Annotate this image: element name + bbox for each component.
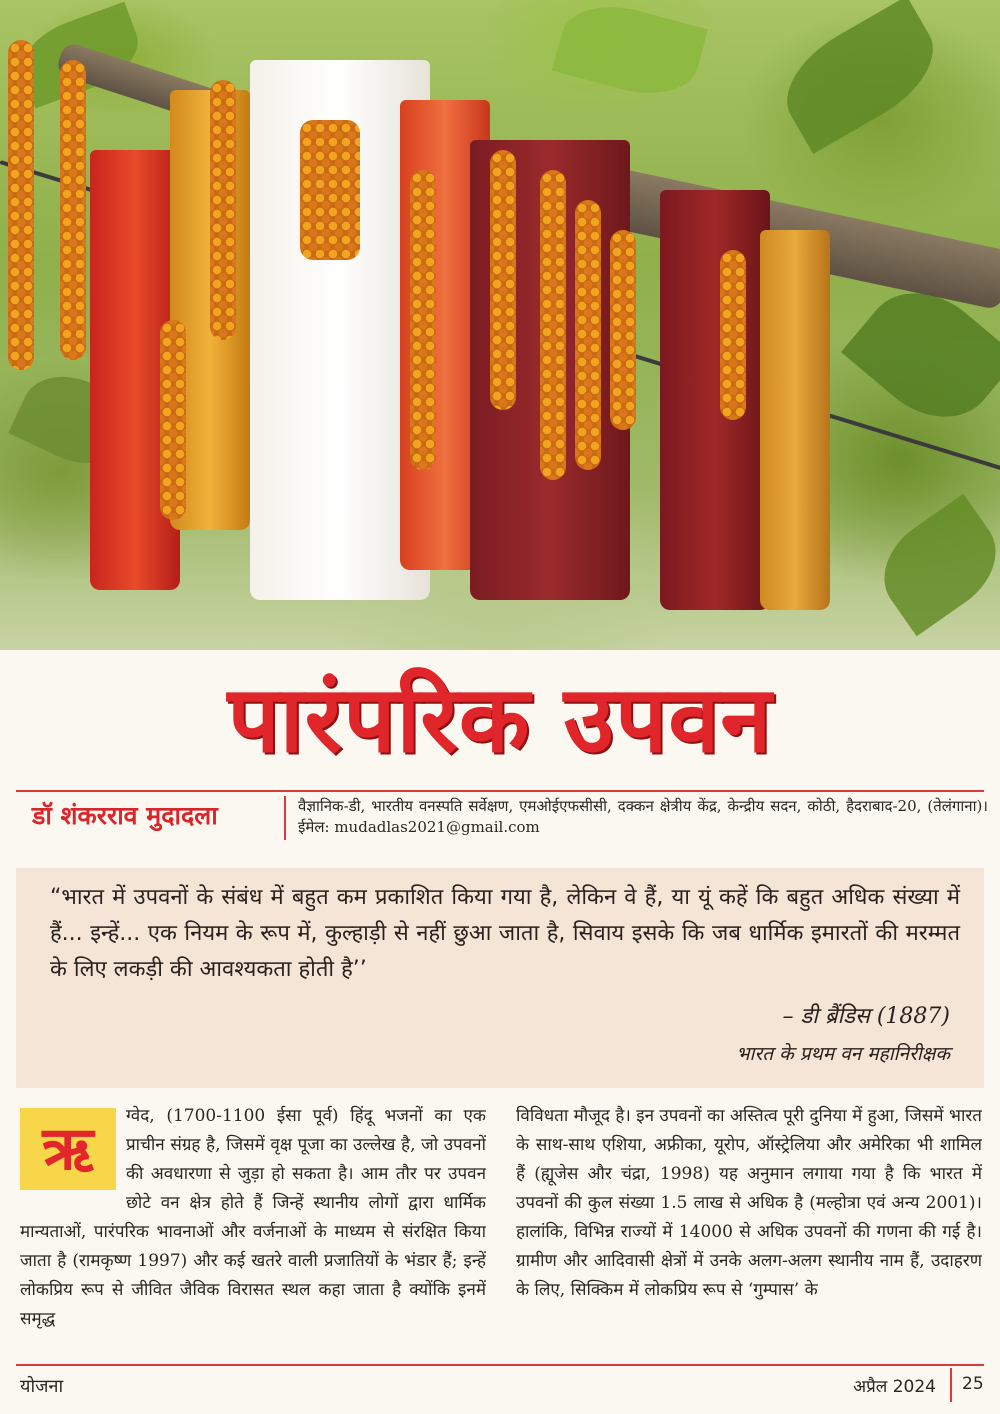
body-column-left <box>20 1102 486 1342</box>
issue-date: अप्रैल 2024 <box>853 1377 936 1397</box>
footer-rule <box>16 1364 984 1366</box>
title-block <box>0 660 1000 780</box>
footer-divider <box>950 1368 952 1402</box>
drop-cap: ऋ <box>20 1108 116 1190</box>
quote-text: “भारत में उपवनों के संबंध में बहुत कम प्रकाशित किया गया है, लेकिन वे हैं, या यूं कहें कि बहुत अधिक संख्या में हैं... इन्हें... एक नियम के रूप में, कुल्हाड़ी से नहीं छुआ जाता है, सिवाय इसके कि जब धार्मिक इमारतों की मरम्मत के लिए लकड़ी की आवश्यकता होती है’’ <box>50 885 960 982</box>
quote-author: – डी ब्रैंडिस (1887) <box>782 1004 950 1029</box>
byline <box>16 796 988 844</box>
body-column-right <box>516 1102 982 1342</box>
quote-author-role: भारत के प्रथम वन महानिरीक्षक <box>736 1043 950 1065</box>
byline-divider <box>284 796 286 840</box>
page-title: पारंपरिक उपवन <box>227 666 773 773</box>
author-affiliation: वैज्ञानिक-डी, भारतीय वनस्पति सर्वेक्षण, एमओईएफसीसी, दक्कन क्षेत्रीय केंद्र, केन्द्रीय सदन, कोठी, हैदराबाद-20, (तेलंगाना)। ईमेल: mudadlas2021@gmail.com <box>298 797 988 836</box>
pull-quote <box>16 868 984 1088</box>
hero-photo <box>0 0 1000 650</box>
author-name: डॉ शंकरराव मुदादला <box>32 801 218 830</box>
body-text-left: ग्वेद, (1700-1100 ईसा पूर्व) हिंदू भजनों का एक प्राचीन संग्रह है, जिसमें वृक्ष पूजा का उल्लेख है, जो उपवनों की अवधारणा से जुड़ा हो सकता है। आम तौर पर उपवन छोटे वन क्षेत्र होते हैं जिन्हें स्थानीय लोगों द्वारा धार्मिक मान्यताओं, पारंपरिक भावनाओं और वर्जनाओं के माध्यम से संरक्षित किया जाता है (रामकृष्ण 1997) और कई खतरे वाली प्रजातियों के भंडार हैं; इन्हें लोकप्रिय रूप से जीवित जैविक विरासत स्थल कहा जाता है क्योंकि इनमें समृद्ध <box>20 1106 486 1329</box>
body-text-right: विविधता मौजूद है। इन उपवनों का अस्तित्व पूरी दुनिया में हुआ, जिसमें भारत के साथ-साथ एशिया, अफ्रीका, यूरोप, ऑस्ट्रेलिया और अमेरिका भी शामिल हैं (ह्यूजेस और चंद्रा, 1998) यह अनुमान लगाया गया है कि भारत में उपवनों की कुल संख्या 1.5 लाख से अधिक है (मल्होत्रा एवं अन्य 2001)। हालांकि, विभिन्न राज्यों में 14000 से अधिक उपवनों की गणना की गई है। ग्रामीण और आदिवासी क्षेत्रों में उनके अलग-अलग स्थानीय नाम हैं, उदाहरण के लिए, सिक्किम में लोकप्रिय रूप से ‘गुम्पास’ के <box>516 1106 982 1300</box>
page-number: 25 <box>962 1374 984 1394</box>
magazine-name: योजना <box>20 1376 64 1397</box>
byline-top-rule <box>16 790 984 792</box>
